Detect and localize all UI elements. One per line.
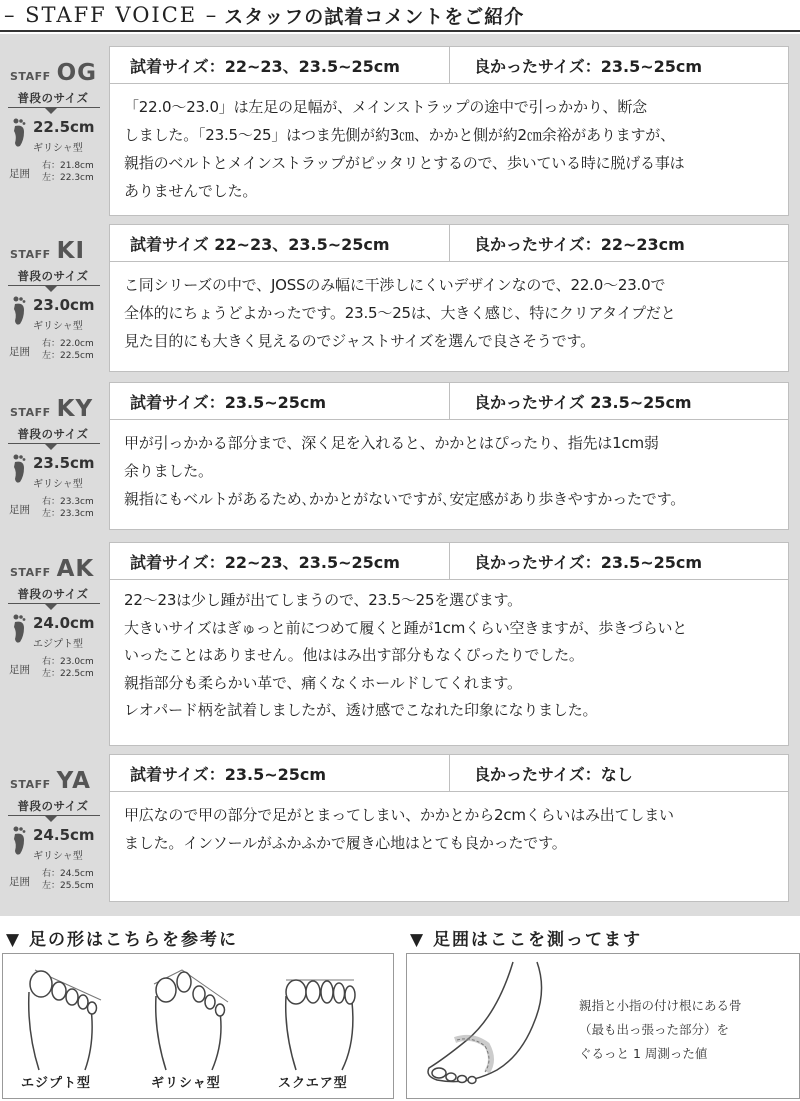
staff-label: STAFF [10, 778, 51, 791]
measure-right: 右：24.5cm [42, 869, 94, 879]
header-title-jp: スタッフの試着コメントをご紹介 [224, 5, 525, 28]
measure-left: 左：25.5cm [42, 881, 94, 891]
measure-label: 足囲 [9, 346, 30, 358]
measure-right: 右：23.0cm [42, 657, 94, 667]
card-header [110, 225, 788, 262]
measure-left: 左：22.5cm [42, 669, 94, 679]
staff-label: STAFF [10, 566, 51, 579]
staff-initials: YA [56, 768, 91, 794]
foot-type: ギリシャ型 [33, 143, 83, 154]
staff-label: STAFF [10, 248, 51, 261]
card-header [110, 755, 788, 792]
foot-icon [12, 614, 26, 644]
measure-values [42, 656, 94, 680]
measure-values [42, 496, 94, 520]
measure-left: 左：22.5cm [42, 351, 94, 361]
foot-type-label: スクエア型 [278, 1076, 348, 1091]
foot-icon [12, 118, 26, 148]
normal-size-value: 24.5cm [33, 826, 95, 844]
staff-initials: OG [56, 60, 98, 86]
foot-type-label: エジプト型 [21, 1076, 92, 1091]
normal-size-value: 23.0cm [33, 296, 95, 314]
normal-size-label: 普段のサイズ [17, 587, 89, 601]
comment-card [109, 754, 789, 902]
normal-size-label: 普段のサイズ [17, 427, 89, 441]
foot-icon [12, 454, 26, 484]
tried-size: 試着サイズ：22~23、23.5~25cm [110, 543, 450, 580]
comment-text: 甲広なので甲の部分で足がとまってしまい、かかとから2cmくらいはみ出てしまい ました。インソールがふかふかで履き心地はとても良かったです。 [124, 806, 674, 852]
good-size: 良かったサイズ：23.5~25cm [474, 56, 703, 76]
measure-values [42, 338, 94, 362]
tried-size: 試着サイズ 22~23、23.5~25cm [110, 225, 450, 262]
foot-type: ギリシャ型 [33, 321, 83, 332]
measure-note: 親指と小指の付け根にある骨 （最も出っ張った部分）を ぐるっと 1 周測った値 [579, 998, 742, 1061]
tried-size: 試着サイズ：23.5~25cm [110, 755, 450, 792]
comment-text: 22〜23は少し踵が出てしまうので、23.5〜25を選びます。 大きいサイズはぎゅっと前につめて履くと踵が1cmくらい空きますが、歩きづらいと いったことはありません。他ははみ出す部分もなくぴったりでした。 親指部分も柔らかい革で、痛くなくホールドしてくれます。 レオパード柄を試着しましたが、透け感でこなれた印象になりました。 [124, 591, 688, 719]
measure-values [42, 160, 94, 184]
foot-shape-section [0, 925, 396, 1101]
normal-size-value: 24.0cm [33, 614, 95, 632]
normal-size-value: 23.5cm [33, 454, 95, 472]
foot-measure-title: ▼ 足囲はここを測ってます [410, 930, 642, 950]
foot-type: エジプト型 [33, 639, 83, 650]
staff-label: STAFF [10, 70, 51, 83]
measure-right: 右：21.8cm [42, 161, 94, 171]
foot-measure-diagram-icon [417, 960, 572, 1096]
foot-measure-box [406, 953, 800, 1099]
comment-card [109, 224, 789, 372]
foot-icon [12, 296, 26, 326]
caret-down-icon [45, 816, 57, 822]
foot-type: ギリシャ型 [33, 479, 83, 490]
measure-label: 足囲 [9, 168, 30, 180]
good-size: 良かったサイズ：23.5~25cm [474, 552, 703, 572]
staff-label: STAFF [10, 406, 51, 419]
measure-left: 左：23.3cm [42, 509, 94, 519]
square-foot-icon [278, 962, 368, 1072]
measure-right: 右：22.0cm [42, 339, 94, 349]
normal-size-label: 普段のサイズ [17, 269, 89, 283]
page-header [0, 0, 800, 32]
card-header [110, 543, 788, 580]
comment-text: こ同シリーズの中で、JOSSのみ幅に干渉しにくいデザインなので、22.0〜23.0で 全体的にちょうどよかったです。23.5〜25は、大きく感じ、特にクリアタイプだと 見た目的にも大きく見えるのでジャストサイズを選んで良さそうです。 [124, 276, 676, 350]
foot-icon [12, 826, 26, 856]
measure-left: 左：22.3cm [42, 173, 94, 183]
normal-size-value: 22.5cm [33, 118, 95, 136]
egyptian-foot-icon [21, 962, 111, 1072]
good-size: 良かったサイズ：22~23cm [474, 234, 685, 254]
card-header [110, 383, 788, 420]
comment-card [109, 382, 789, 530]
measure-label: 足囲 [9, 664, 30, 676]
caret-down-icon [45, 108, 57, 114]
staff-initials: AK [56, 556, 95, 582]
caret-down-icon [45, 286, 57, 292]
foot-measure-section [404, 925, 800, 1101]
good-size: 良かったサイズ 23.5~25cm [474, 392, 692, 412]
measure-label: 足囲 [9, 876, 30, 888]
header-title-en: – STAFF VOICE – [4, 3, 219, 27]
measure-label: 足囲 [9, 504, 30, 516]
comment-card [109, 46, 789, 216]
staff-voice-panel [0, 34, 800, 916]
measure-right: 右：23.3cm [42, 497, 94, 507]
normal-size-label: 普段のサイズ [17, 799, 89, 813]
card-header [110, 47, 788, 84]
tried-size: 試着サイズ：23.5~25cm [110, 383, 450, 420]
comment-card [109, 542, 789, 746]
normal-size-label: 普段のサイズ [17, 91, 89, 105]
staff-initials: KI [56, 238, 86, 264]
foot-shape-title: ▼ 足の形はこちらを参考に [6, 930, 238, 950]
caret-down-icon [45, 444, 57, 450]
caret-down-icon [45, 604, 57, 610]
greek-foot-icon [148, 962, 238, 1072]
good-size: 良かったサイズ：なし [474, 764, 633, 784]
comment-text: 「22.0〜23.0」は左足の足幅が、メインストラップの途中で引っかかり、断念 しました。「23.5〜25」はつま先側が約3㎝、かかと側が約2㎝余裕がありますが、 親指のベルトとメインストラップがピッタリとするので、歩いている時に脱げる事は ありませんでした。 [124, 98, 685, 200]
foot-type: ギリシャ型 [33, 851, 83, 862]
tried-size: 試着サイズ：22~23、23.5~25cm [110, 47, 450, 84]
staff-initials: KY [56, 396, 94, 422]
measure-values [42, 868, 94, 892]
foot-type-label: ギリシャ型 [151, 1076, 221, 1091]
comment-text: 甲が引っかかる部分まで、深く足を入れると、かかとはぴったり、指先は1cm弱 余りました。 親指にもベルトがあるため､かかとがないですが､安定感があり歩きやすかったです。 [124, 434, 686, 508]
foot-shape-box [2, 953, 394, 1099]
